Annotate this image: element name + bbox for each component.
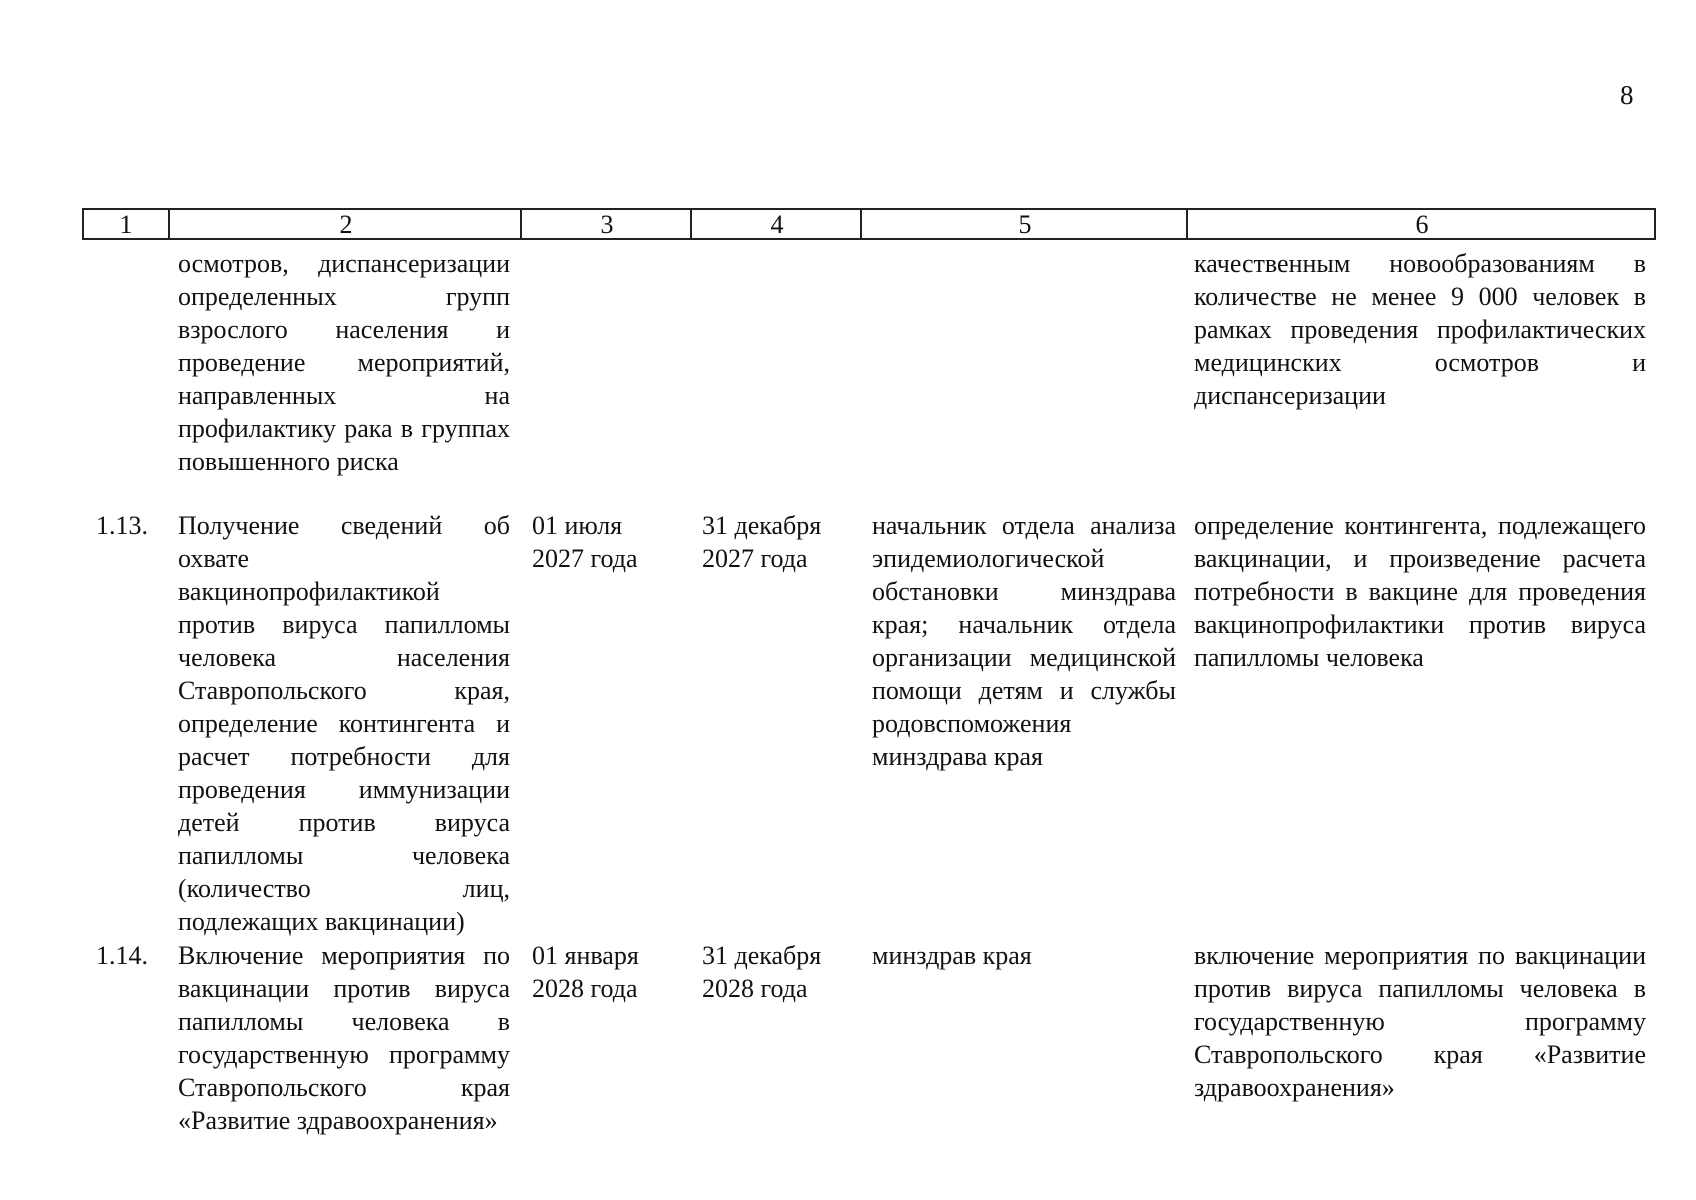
row-description: осмотров, диспансеризации определенных групп взрослого населения и проведение мероприятий, направленных на профилактику рака в группах повышенного риска [178, 249, 510, 476]
row-responsible: минздрав края [872, 941, 1032, 970]
row-result: включение мероприятия по вакцинации против вируса папилломы человека в государственную программу Ставропольского края «Развитие здравоохранения» [1194, 941, 1646, 1102]
header-cell-5: 5 [860, 210, 1188, 238]
header-cell-2: 2 [168, 210, 522, 238]
page-number: 8 [1620, 80, 1634, 110]
header-cell-3: 3 [520, 210, 692, 238]
header-cell-4: 4 [690, 210, 862, 238]
row-description: Получение сведений об охвате вакцинопрофилактикой против вируса папилломы человека населения Ставропольского края, определение контингента и расчет потребности для проведения иммунизации детей против вируса папилломы человека (количество лиц, подлежащих вакцинации) [178, 511, 510, 936]
row-number: 1.14. [96, 941, 148, 970]
row-end-date: 31 декабря 2027 года [702, 511, 822, 573]
row-end-date: 31 декабря 2028 года [702, 941, 822, 1003]
row-number: 1.13. [96, 511, 148, 540]
row-start-date: 01 июля 2027 года [532, 511, 638, 573]
row-start-date: 01 января 2028 года [532, 941, 639, 1003]
row-result: определение контингента, подлежащего вакцинации, и произведение расчета потребности в вакцине для проведения вакцинопрофилактики против вируса папилломы человека [1194, 511, 1646, 672]
row-responsible: начальник отдела анализа эпидемиологической обстановки минздрава края; начальник отдела организации медицинской помощи детям и службы родовспоможения минздрава края [872, 511, 1176, 771]
row-description: Включение мероприятия по вакцинации против вируса папилломы человека в государственную программу Ставропольского края «Развитие здравоохранения» [178, 941, 510, 1135]
table-header-row [82, 208, 1656, 240]
header-cell-1: 1 [119, 210, 133, 239]
header-cell-6: 6 [1186, 210, 1656, 238]
row-result: качественным новообразованиям в количестве не менее 9 000 человек в рамках проведения профилактических медицинских осмотров и диспансеризации [1194, 249, 1646, 410]
